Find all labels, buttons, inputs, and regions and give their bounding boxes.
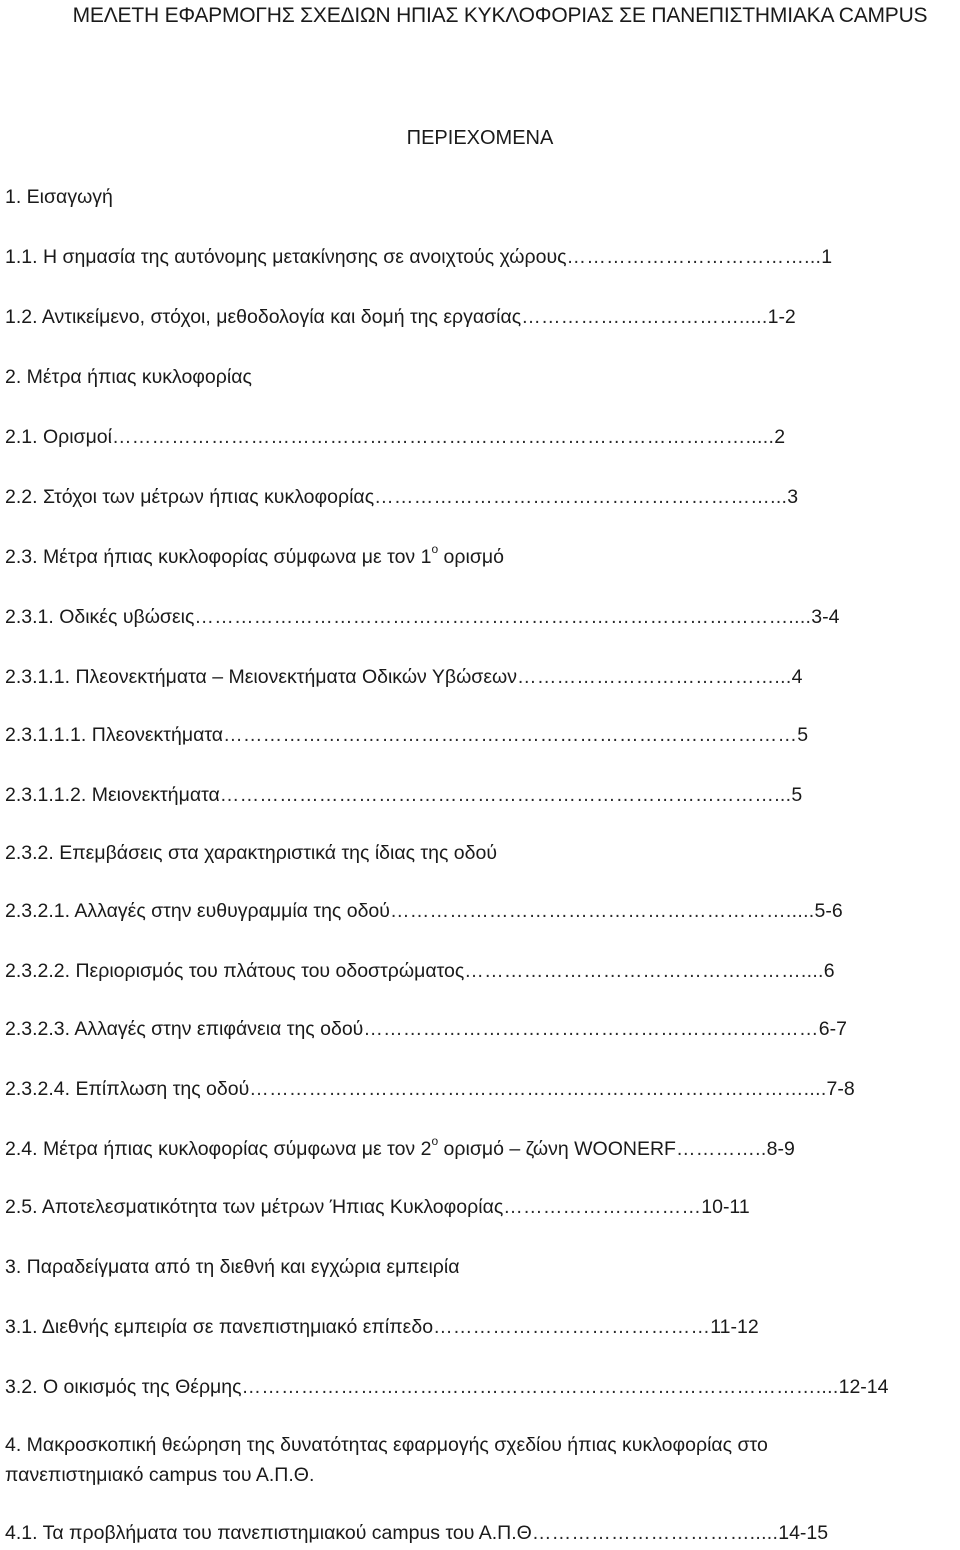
toc-entry[interactable]: 2.3.1.1.1. Πλεονεκτήματα……………………………………………………………………………5 xyxy=(5,724,809,746)
toc-entry[interactable]: 2.1. Ορισμοί…………………………………………………………………………………….....2 xyxy=(5,426,786,448)
dot-leader: ……………………………..... xyxy=(521,306,768,328)
dot-leader: ……………………………………………………... xyxy=(374,486,788,508)
dot-leader: …………………………………… xyxy=(433,1316,711,1338)
toc-page-number: 7-8 xyxy=(826,1078,855,1100)
toc-page-number: 5 xyxy=(791,784,803,806)
toc-entry[interactable]: 2.3.2.1. Αλλαγές στην ευθυγραμμία της οδού…………………………………………………….....5-6 xyxy=(5,900,843,922)
toc-page-number: 6-7 xyxy=(818,1018,847,1040)
toc-entry[interactable]: 2.3.2.4. Επίπλωση της οδού…………………………………………………………………………....7-8 xyxy=(5,1078,855,1100)
dot-leader: …………………………………………….... xyxy=(464,960,824,982)
dot-leader: …………………………………... xyxy=(517,666,792,688)
toc-page-number: 3 xyxy=(787,486,799,508)
toc-entry[interactable]: 3.2. Ο οικισμός της Θέρμης……………………………………………………………………………....12-14 xyxy=(5,1376,889,1398)
ordinal-superscript: ο xyxy=(431,542,439,556)
ordinal-superscript: ο xyxy=(431,1134,439,1148)
toc-entry[interactable]: 2.3. Μέτρα ήπιας κυκλοφορίας σύμφωνα με τον $1^o$ ορισμό xyxy=(5,542,504,568)
toc-entry[interactable]: 2.4. Μέτρα ήπιας κυκλοφορίας σύμφωνα με τον $2^o$ ορισμό – ζώνη WOONERF…………..8-9 xyxy=(5,1134,795,1160)
toc-entry[interactable]: 2.3.2.2. Περιορισμός του πλάτους του οδοστρώματος……………………………………………....6 xyxy=(5,960,835,982)
toc-entry[interactable]: 2.5. Αποτελεσματικότητα των μέτρων Ήπιας Κυκλοφορίας…………………………10-11 xyxy=(5,1196,750,1218)
toc-entry[interactable]: 3. Παραδείγματα από τη διεθνή και εγχώρια εμπειρία xyxy=(5,1256,460,1278)
toc-entry[interactable]: 2.3.1. Οδικές υβώσεις………………………………………………………………………………....3-4 xyxy=(5,606,840,628)
toc-page-number: 5 xyxy=(797,724,809,746)
toc-entry[interactable]: 3.1. Διεθνής εμπειρία σε πανεπιστημιακό επίπεδο……………………………………11-12 xyxy=(5,1316,759,1338)
toc-heading: ΠΕΡΙΕΧΟΜΕΝΑ xyxy=(406,127,554,149)
dot-leader: …………………………………………………………………………… xyxy=(223,724,798,746)
toc-page-number: 3-4 xyxy=(811,606,840,628)
dot-leader: ………………………… xyxy=(503,1196,702,1218)
dot-leader: ……………………………………………………………………………………..... xyxy=(111,426,775,448)
toc-entry[interactable]: 2.3.1.1.2. Μειονεκτήματα…………………………………………………………………………...5 xyxy=(5,784,803,806)
toc-page-number: 1-2 xyxy=(767,306,796,328)
toc-entry[interactable]: 2.3.1.1. Πλεονεκτήματα – Μειονεκτήματα Οδικών Υβώσεων…………………………………...4 xyxy=(5,666,803,688)
dot-leader: ………….. xyxy=(675,1138,767,1160)
dot-leader: ……………………………..... xyxy=(531,1522,779,1544)
toc-page-number: 2 xyxy=(774,426,786,448)
toc-entry[interactable]: 1.2. Αντικείμενο, στόχοι, μεθοδολογία και δομή της εργασίας…………………………….....1-2 xyxy=(5,306,796,328)
dot-leader: ……………………………………………………..... xyxy=(389,900,815,922)
toc-entry[interactable]: 2. Μέτρα ήπιας κυκλοφορίας xyxy=(5,366,252,388)
toc-entry[interactable]: 4.1. Τα προβλήματα του πανεπιστημιακού campus του Α.Π.Θ…………………………….....14-15 xyxy=(5,1522,829,1544)
dot-leader: …………………………………………………………………………... xyxy=(219,784,792,806)
toc-entry[interactable]: 1. Εισαγωγή xyxy=(5,186,113,208)
toc-entry[interactable]: 2.3.2. Επεμβάσεις στα χαρακτηριστικά της ίδιας της οδού xyxy=(5,842,498,864)
toc-page-number: 4 xyxy=(791,666,803,688)
dot-leader: ………………………………………………………………………….... xyxy=(249,1078,827,1100)
toc-entry[interactable]: 4. Μακροσκοπική θεώρηση της δυνατότητας εφαρμογής σχεδίου ήπιας κυκλοφορίας στο πανεπιστημιακό campus του Α.Π.Θ. xyxy=(5,1434,768,1486)
dot-leader: …………………………………………………………… xyxy=(363,1018,819,1040)
toc-entry[interactable]: 2.3.2.3. Αλλαγές στην επιφάνεια της οδού……………………………………………………………6-7 xyxy=(5,1018,847,1040)
toc-entry[interactable]: 1.1. Η σημασία της αυτόνομης μετακίνησης σε ανοιχτούς χώρους………………………………...1 xyxy=(5,246,833,268)
toc-page-number: 10-11 xyxy=(701,1196,750,1218)
document-title: ΜΕΛΕΤΗ ΕΦΑΡΜΟΓΗΣ ΣΧΕΔΙΩΝ ΗΠΙΑΣ ΚΥΚΛΟΦΟΡΙΑΣ ΣΕ ΠΑΝΕΠΙΣΤΗΜΙΑΚΑ CAMPUS xyxy=(72,4,928,27)
toc-page-number: 5-6 xyxy=(814,900,843,922)
dot-leader: ……………………………………………………………………………….... xyxy=(194,606,812,628)
toc-page-number: 8-9 xyxy=(766,1138,795,1160)
toc-page-number: 11-12 xyxy=(710,1316,759,1338)
dot-leader: …………………………………………………………………………….... xyxy=(241,1376,839,1398)
dot-leader: ………………………………... xyxy=(566,246,822,268)
toc-entry[interactable]: 2.2. Στόχοι των μέτρων ήπιας κυκλοφορίας……………………………………………………...3 xyxy=(5,486,799,508)
toc-page-number: 12-14 xyxy=(838,1376,889,1398)
toc-page-number: 14-15 xyxy=(778,1522,829,1544)
toc-page-number: 6 xyxy=(823,960,835,982)
toc-page-number: 1 xyxy=(821,246,833,268)
